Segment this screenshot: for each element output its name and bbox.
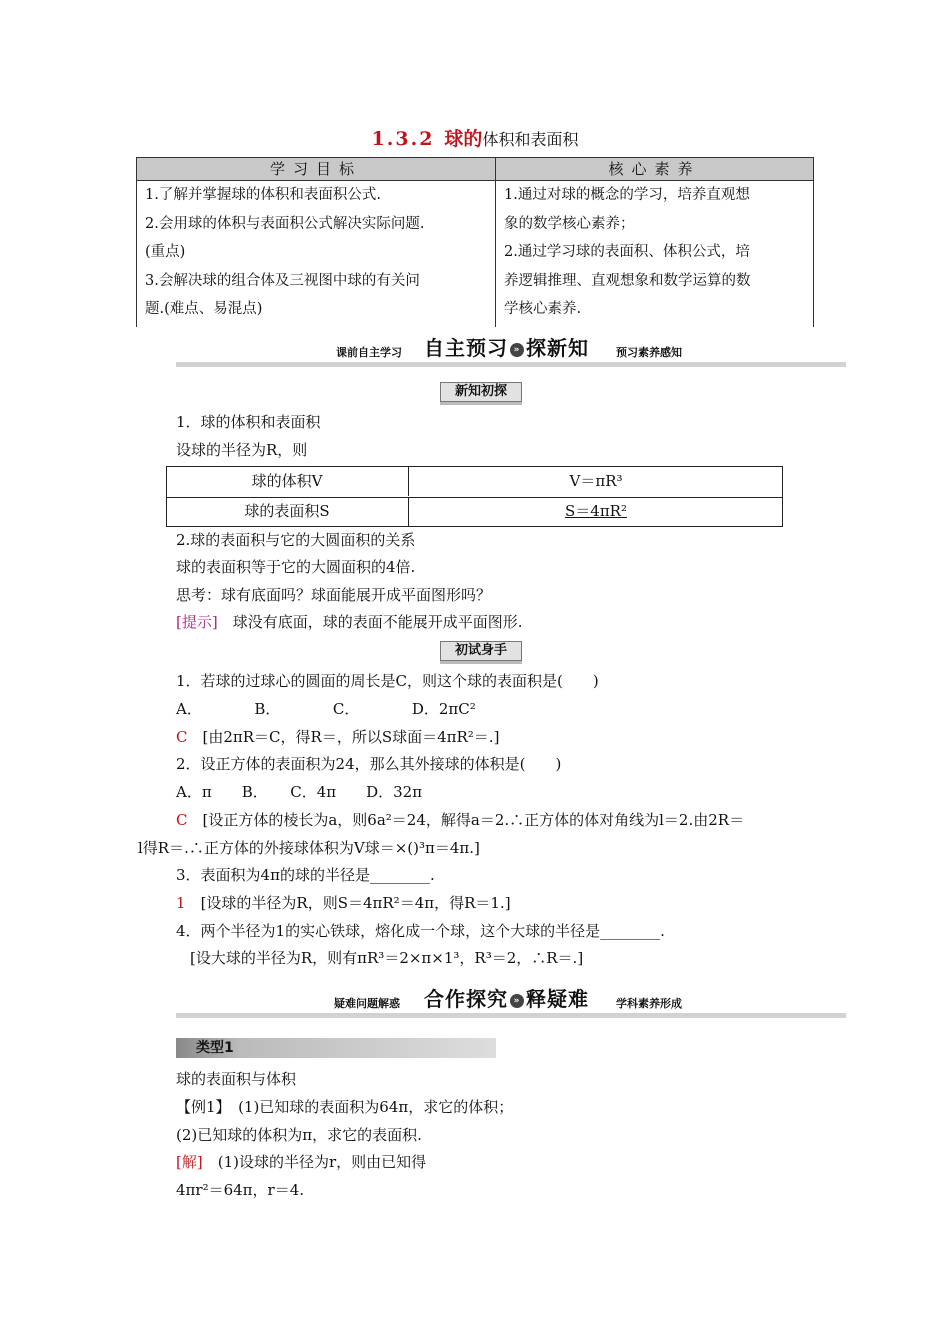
formula-name: 球的表面积S [244,502,330,520]
competency-line: 象的数学核心素养； [504,215,635,232]
answer-text: [设球的半径为R，则S＝4πR²＝4π，得R＝1.] [200,894,511,912]
formula-table [166,466,783,527]
question-1-options: A． B． C． D．2πC² [176,700,476,718]
section-banner-preview [176,332,846,367]
competency-line: 1.通过对球的概念的学习，培养直观想 [504,187,750,203]
banner-title-right: 探新知 [526,336,589,360]
question-4: 4．两个半径为1的实心铁球，熔化成一个球，这个大球的半径是________. [176,922,665,940]
answer-letter: C [176,811,188,829]
example-label: 【例1】 [176,1098,224,1116]
objective-line: (重点) [145,244,186,260]
objective-line: 3.会解决球的组合体及三视图中球的有关问 [145,272,420,289]
section-banner-explore [176,983,846,1018]
solution-label: [解] [176,1153,203,1171]
objective-line: 1.了解并掌握球的体积和表面积公式. [145,187,381,203]
hint-label: [提示] [176,613,218,631]
objective-line: 2.会用球的体积与表面积公式解决实际问题. [145,215,425,232]
formula-value: S＝4πR² [408,497,783,526]
answer-2-cont: l得R＝.∴正方体的外接球体积为V球＝×()³π＝4π.] [138,839,480,857]
tag-new-knowledge: 新知初探 [440,382,522,402]
question-1: 1．若球的过球心的圆面的周长是C，则这个球的表面积是( ) [176,672,599,690]
tag-first-try: 初试身手 [440,641,522,661]
section-heading: 1．球的体积和表面积 [176,413,321,431]
banner-title [424,983,589,1012]
banner-title-left: 合作探究 [424,987,508,1011]
formula-value: V＝πR³ [408,467,783,496]
objectives-right-cell [496,181,813,324]
competency-line: 2.通过学习球的表面积、体积公式，培 [504,244,750,260]
banner-left-caption: 疑难问题解惑 [334,997,400,1010]
answer-2 [176,810,744,830]
solution [176,1152,426,1172]
section-number: 1.3.2 [371,128,435,150]
banner-title-left: 自主预习 [424,336,508,360]
banner-right-caption: 学科素养形成 [616,997,682,1010]
banner-left-caption: 课前自主学习 [336,346,402,359]
hint-line [176,612,523,632]
chevron-right-icon: » [510,994,524,1008]
type-label: 类型1 [176,1038,496,1058]
title-prefix: 球的 [444,128,483,150]
answer-text: [由2πR＝C，得R＝，所以S球面＝4πR²＝.] [202,728,500,746]
objective-line: 题.(难点、易混点) [145,301,263,317]
answer-1 [176,727,499,747]
solution-line2: 4πr²＝64π，r＝4. [176,1181,305,1199]
banner-title-right: 释疑难 [526,987,589,1011]
objectives-left-cell [137,181,495,324]
title-rest: 体积和表面积 [482,130,579,149]
solution-text: (1)设球的半径为r，则由已知得 [217,1153,427,1171]
formula-name: 球的体积V [251,472,323,490]
answer-letter: C [176,728,188,746]
competency-line: 学核心素养. [504,301,582,317]
page-title [0,124,950,151]
banner-title [424,332,589,361]
answer-3 [176,893,511,913]
hint-text: 球没有底面，球的表面不能展开成平面图形. [232,613,523,631]
table-row [167,497,782,527]
example-1 [176,1097,513,1117]
objectives-left-header: 学习目标 [136,157,496,181]
example-1-line2: (2)已知球的体积为π，求它的表面积. [176,1126,422,1144]
objectives-table [136,157,814,327]
think-question: 思考：球有底面吗？球面能展开成平面图形吗？ [176,586,492,604]
intro-text: 设球的半径为R，则 [176,441,308,459]
question-3: 3．表面积为4π的球的半径是________. [176,866,435,884]
competency-line: 养逻辑推理、直观想象和数学运算的数 [504,272,751,289]
banner-right-caption: 预习素养感知 [616,346,682,359]
body-text: 球的表面积等于它的大圆面积的4倍. [176,558,416,576]
answer-letter: 1 [176,894,186,912]
type-title: 球的表面积与体积 [176,1070,297,1088]
answer-4: [设大球的半径为R，则有πR³＝2×π×1³，R³＝2，∴R＝.] [190,949,584,967]
example-text: (1)已知球的表面积为64π，求它的体积； [238,1098,514,1116]
chevron-right-icon: » [510,343,524,357]
question-2: 2．设正方体的表面积为24，那么其外接球的体积是( ) [176,755,562,773]
question-2-options: A．π B． C．4π D．32π [176,783,423,801]
objectives-right-header: 核心素养 [495,157,814,181]
answer-text: [设正方体的棱长为a，则6a²＝24，解得a＝2.∴正方体的体对角线为l＝2.由2R＝ [202,811,745,829]
section-heading: 2.球的表面积与它的大圆面积的关系 [176,531,416,549]
table-row [167,467,782,498]
